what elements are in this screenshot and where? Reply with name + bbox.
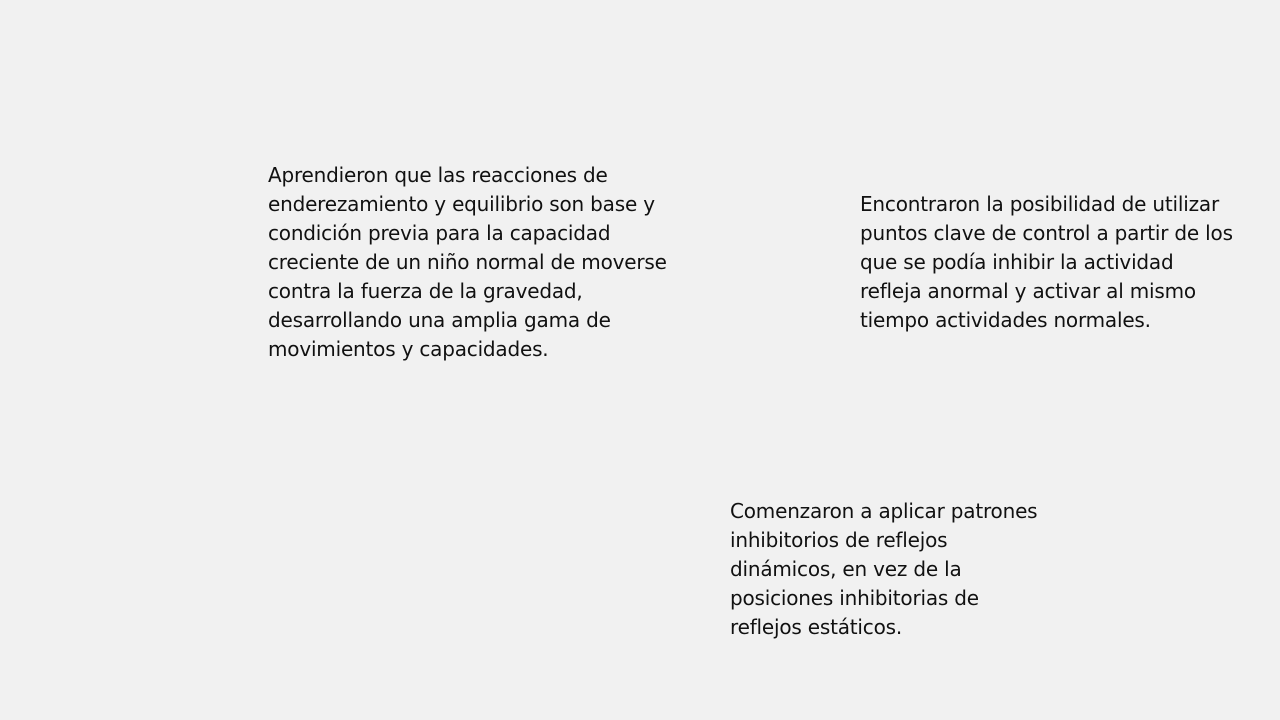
text-block-key-points: Encontraron la posibilidad de utilizar puntos clave de control a partir de los que se podía inhibir la actividad refleja anormal y activar al mismo tiempo actividades normales. bbox=[860, 192, 1233, 332]
text-block-reactions: Aprendieron que las reacciones de enderezamiento y equilibrio son base y condición previa para la capacidad creciente de un niño normal de moverse contra la fuerza de la gravedad, desarrollando una amplia gama de movimientos y capacidades. bbox=[268, 163, 667, 361]
text-block-inhibitory-patterns: Comenzaron a aplicar patrones inhibitorios de reflejos dinámicos, en vez de la posiciones inhibitorias de reflejos estáticos. bbox=[730, 499, 1038, 639]
